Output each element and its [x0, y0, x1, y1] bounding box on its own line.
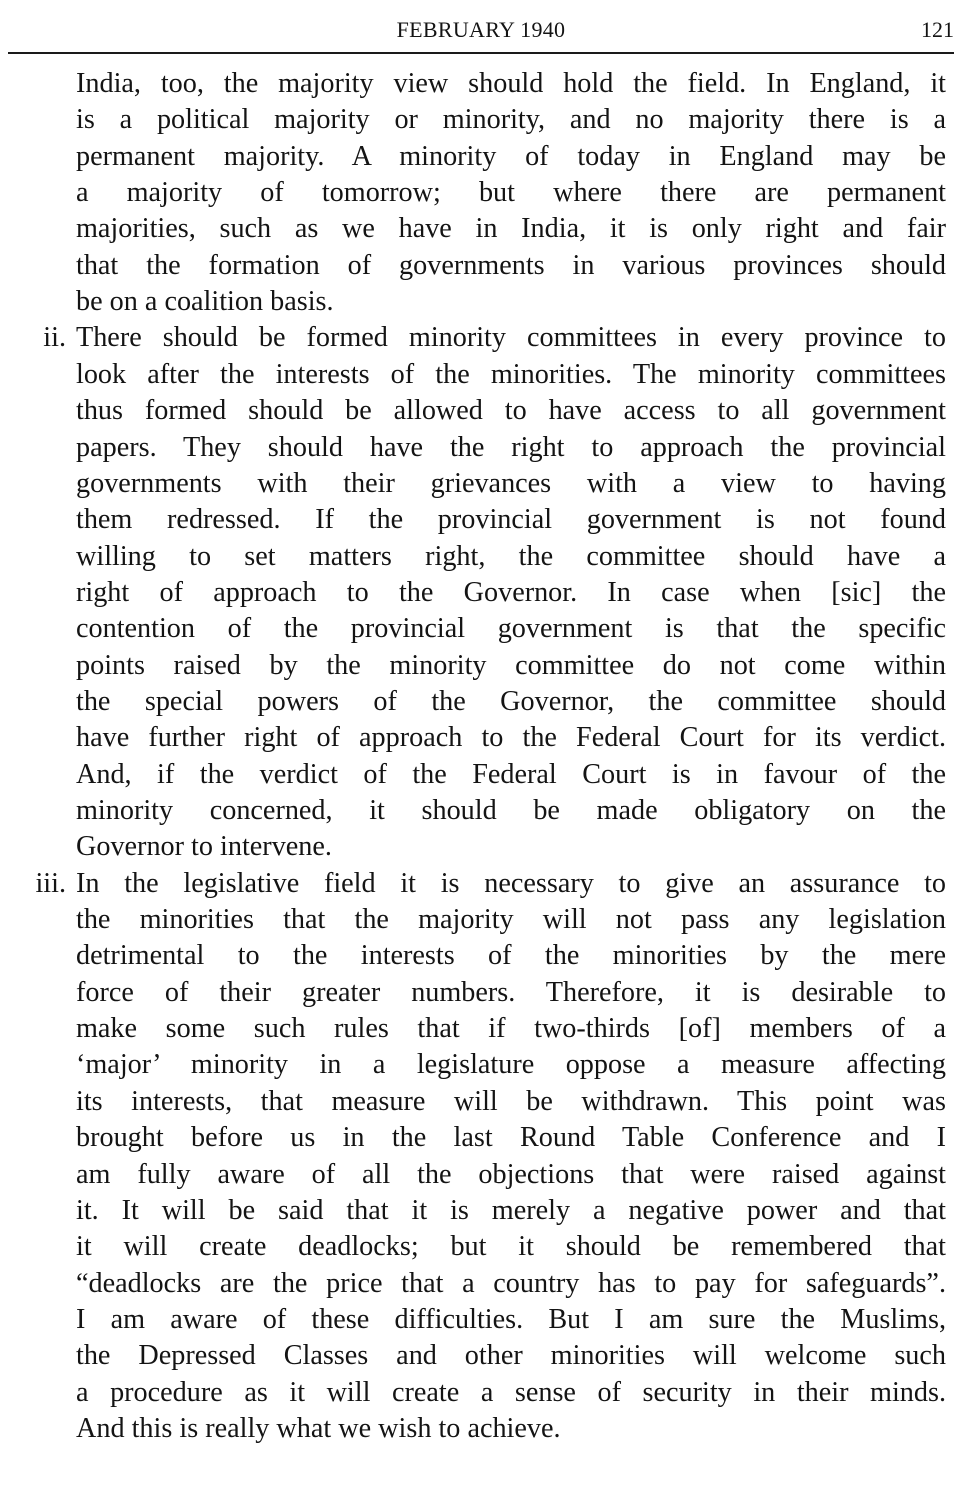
- text-line: papers. They should have the right to approach the provincial: [76, 431, 946, 463]
- text-line: “deadlocks are the price that a country has to pay for safeguards”.: [76, 1267, 946, 1299]
- text-line: I am aware of these difficulties. But I am sure the Muslims,: [76, 1303, 946, 1335]
- text-line: that the formation of governments in various provinces should: [76, 249, 946, 281]
- text-line: points raised by the minority committee do not come within: [76, 649, 946, 681]
- text-line: And, if the verdict of the Federal Court is in favour of the: [76, 758, 946, 790]
- text-line: the minorities that the majority will not pass any legislation: [76, 904, 946, 936]
- header-title: FEBRUARY 1940: [396, 17, 566, 42]
- text-line: detrimental to the interests of the minorities by the mere: [76, 940, 946, 972]
- text-line: India, too, the majority view should hold the field. In England, it: [76, 68, 946, 99]
- text-line: am fully aware of all the objections that were raised against: [76, 1158, 946, 1190]
- text-line: look after the interests of the minorities. The minority committees: [76, 358, 946, 390]
- text-line: thus formed should be allowed to have access to all government: [76, 395, 946, 427]
- text-line: make some such rules that if two-thirds [of] members of a: [76, 1013, 946, 1045]
- text-line: There should be formed minority committees in every province to: [76, 322, 946, 354]
- running-head: [8, 14, 954, 48]
- text-line: a procedure as it will create a sense of security in their minds.: [76, 1376, 946, 1408]
- text-line: the special powers of the Governor, the committee should: [76, 685, 946, 717]
- text-line: In the legislative field it is necessary to give an assurance to: [76, 867, 946, 899]
- text-line: governments with their grievances with a view to having: [76, 467, 946, 499]
- text-line: contention of the provincial government is that the specific: [76, 613, 946, 645]
- text-line: a majority of tomorrow; but where there are permanent: [76, 177, 946, 209]
- text-line: right of approach to the Governor. In case when [sic] the: [76, 576, 946, 608]
- header-rule: [8, 52, 954, 54]
- text-line: brought before us in the last Round Table Conference and I: [76, 1122, 946, 1154]
- text-line: be on a coalition basis.: [76, 286, 334, 318]
- text-line: ‘major’ minority in a legislature oppose a measure affecting: [76, 1049, 946, 1081]
- list-marker: ii.: [43, 322, 66, 354]
- text-line: willing to set matters right, the committee should have a: [76, 540, 946, 572]
- text-line: the Depressed Classes and other minorities will welcome such: [76, 1340, 946, 1372]
- text-line: And this is really what we wish to achieve.: [76, 1412, 561, 1444]
- text-line: it. It will be said that it is merely a negative power and that: [76, 1194, 946, 1226]
- text-line: it will create deadlocks; but it should be remembered that: [76, 1231, 946, 1263]
- text-line: Governor to intervene.: [76, 831, 332, 863]
- text-line: majorities, such as we have in India, it is only right and fair: [76, 213, 946, 245]
- text-line: them redressed. If the provincial government is not found: [76, 504, 946, 536]
- list-marker: iii.: [35, 867, 66, 899]
- text-line: its interests, that measure will be withdrawn. This point was: [76, 1085, 946, 1117]
- text-line: permanent majority. A minority of today in England may be: [76, 140, 946, 172]
- text-line: minority concerned, it should be made obligatory on the: [76, 795, 946, 826]
- page-number: 121: [921, 17, 954, 42]
- text-line: have further right of approach to the Federal Court for its verdict.: [76, 722, 946, 754]
- text-line: force of their greater numbers. Therefore, it is desirable to: [76, 976, 946, 1008]
- text-line: is a political majority or minority, and no majority there is a: [76, 104, 946, 136]
